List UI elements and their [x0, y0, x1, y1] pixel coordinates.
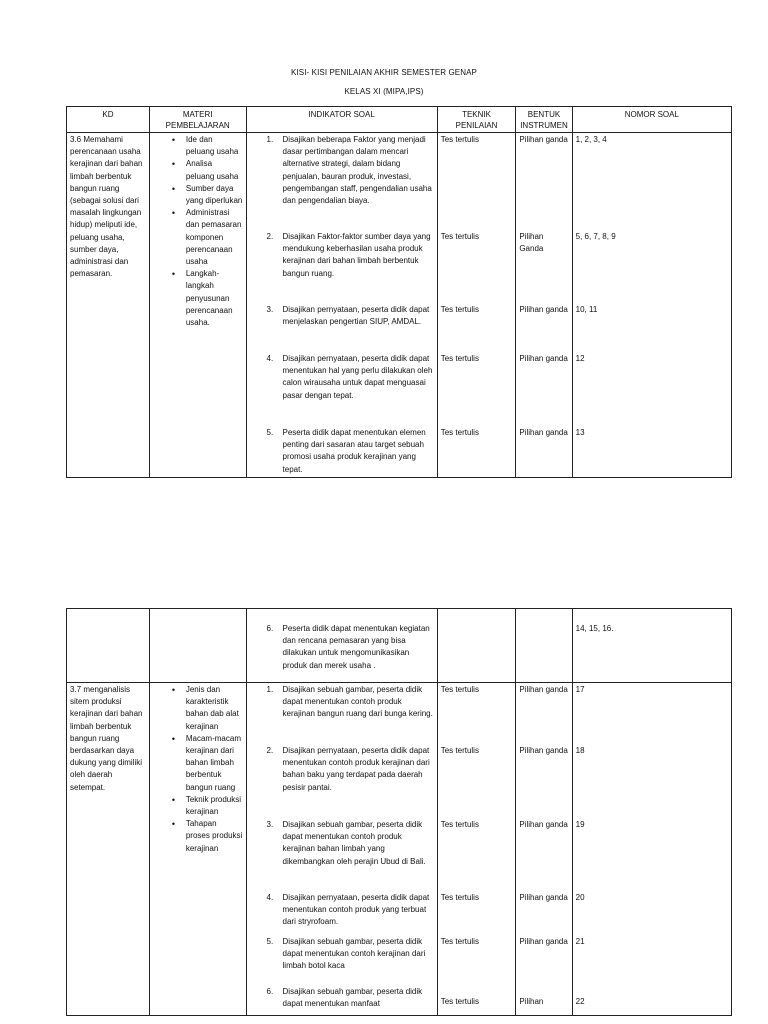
indikator-item	[250, 684, 434, 745]
list-item: • Tahapan proses produksi kerajinan	[186, 818, 243, 855]
bentuk-value: Pilihan ganda	[519, 428, 568, 437]
teknik-cell	[437, 683, 516, 1016]
nomor-cell	[572, 133, 731, 478]
list-item: • Sumber daya yang diperlukan	[186, 183, 243, 207]
bentuk-value: Pilihan ganda	[519, 820, 568, 829]
list-item: • Ide dan peluang usaha	[186, 134, 243, 158]
header-indikator: INDIKATOR SOAL	[246, 107, 437, 133]
nomor-value: 14, 15, 16.	[575, 624, 614, 633]
document-subtitle: KELAS XI (MIPA,IPS)	[344, 87, 424, 96]
item-number: 3.	[266, 305, 274, 314]
teknik-value: Tes tertulis	[440, 354, 479, 363]
document-title: KISI- KISI PENILAIAN AKHIR SEMESTER GENAP	[291, 68, 477, 77]
item-text: Disajikan sebuah gambar, peserta didik dapat menentukan contoh kerajinan dari limbah botol kaca	[282, 937, 426, 971]
teknik-value: Tes tertulis	[440, 997, 479, 1006]
materi-cell	[149, 609, 246, 683]
item-text: Disajikan sebuah gambar, peserta didik dapat menentukan contoh produk kerajinan bahan limbah yang dikembangkan oleh perajin Ubud di Bali.	[282, 820, 426, 866]
teknik-cell	[437, 133, 516, 478]
bentuk-value: Pilihan ganda	[519, 135, 568, 144]
nomor-value: 13	[575, 428, 585, 437]
materi-cell	[149, 133, 246, 478]
nomor-cell	[572, 683, 731, 1016]
teknik-value: Tes tertulis	[440, 893, 479, 902]
nomor-cell	[572, 609, 731, 683]
indikator-item	[250, 304, 434, 353]
indikator-item	[250, 936, 434, 986]
item-text: Disajikan pernyataan, peserta didik dapat menjelaskan pengertian SIUP, AMDAL.	[282, 305, 430, 327]
list-item: • Analisa peluang usaha	[186, 158, 243, 182]
nomor-value: 18	[575, 746, 585, 755]
materi-list	[153, 684, 243, 855]
indikator-cell	[246, 609, 437, 683]
header-kd: KD	[67, 107, 150, 133]
item-text: Disajikan beberapa Faktor yang menjadi dasar pertimbangan dalam mencari alternative strategi, dalam bidang penjualan, bauran produk, investasi, pengembangan staff, pengendalian usaha dan pengendalian biaya.	[282, 135, 432, 206]
item-number: 4.	[266, 354, 274, 363]
bentuk-value: Pilihan ganda	[519, 354, 568, 363]
teknik-value: Tes tertulis	[440, 305, 479, 314]
kd-cell: 3.6 Memahami perencanaan usaha kerajinan dari bahan limbah berbentuk bangun ruang (sebagai solusi dari masalah lingkungan hidup) meliputi ide, peluang usaha, sumber daya, administrasi dan pemasaran.	[67, 133, 150, 478]
item-number: 6.	[266, 624, 274, 633]
materi-list	[153, 134, 243, 329]
bentuk-value: Pilihan ganda	[519, 305, 568, 314]
teknik-value: Tes tertulis	[440, 937, 479, 946]
item-text: Disajikan sebuah gambar, peserta didik dapat menentukan contoh produk kerajinan bangun ruang dari bunga kering.	[282, 685, 433, 719]
kisi-kisi-table-2	[66, 608, 732, 1016]
item-text: Peserta didik dapat menentukan elemen penting dari sasaran atau target sebuah promosi usaha produk kerajinan yang tepat.	[282, 428, 426, 474]
nomor-value: 17	[575, 685, 585, 694]
bentuk-value: Pilihan ganda	[519, 937, 568, 946]
materi-cell	[149, 683, 246, 1016]
bentuk-value: Pilihan ganda	[519, 746, 568, 755]
nomor-value: 5, 6, 7, 8, 9	[575, 232, 616, 241]
bentuk-value: Pilihan ganda	[519, 893, 568, 902]
list-item: • Administrasi dan pemasaran komponen perencanaan usaha	[186, 207, 243, 268]
item-number: 4.	[266, 893, 274, 902]
nomor-value: 12	[575, 354, 585, 363]
indikator-item	[250, 427, 434, 476]
nomor-value: 1, 2, 3, 4	[575, 135, 607, 144]
nomor-value: 20	[575, 893, 585, 902]
bentuk-cell	[516, 609, 572, 683]
item-text: Disajikan pernyataan, peserta didik dapat menentukan contoh produk yang terbuat dari stryrofoam.	[282, 893, 430, 927]
indikator-item	[250, 231, 434, 304]
table-header-row	[67, 107, 732, 133]
teknik-cell	[437, 609, 516, 683]
item-number: 1.	[266, 685, 274, 694]
item-number: 6.	[266, 987, 274, 996]
indikator-cell	[246, 133, 437, 478]
teknik-value: Tes tertulis	[440, 746, 479, 755]
kd-cell	[67, 609, 150, 683]
nomor-value: 22	[575, 997, 585, 1006]
item-number: 2.	[266, 746, 274, 755]
nomor-value: 10, 11	[575, 305, 598, 314]
bentuk-value: Pilihan	[519, 997, 544, 1006]
teknik-value: Tes tertulis	[440, 135, 479, 144]
indikator-cell	[246, 683, 437, 1016]
item-number: 3.	[266, 820, 274, 829]
table-row	[67, 609, 732, 683]
list-item: • Macam-macam kerajinan dari bahan limbah berbentuk bangun ruang	[186, 733, 243, 794]
nomor-value: 21	[575, 937, 585, 946]
item-text: Disajikan pernyataan, peserta didik dapat menentukan hal yang perlu dilakukan oleh calon wirausaha untuk dapat menguasai pasar dengan tepat.	[282, 354, 433, 400]
header-bentuk: BENTUK INSTRUMEN	[516, 107, 572, 133]
teknik-value: Tes tertulis	[440, 685, 479, 694]
table-row	[67, 133, 732, 478]
list-item: • Teknik produksi kerajinan	[186, 794, 243, 818]
item-text: Disajikan Faktor-faktor sumber daya yang mendukung keberhasilan usaha produk kerajinan dari bahan limbah berbentuk bangun ruang.	[282, 232, 431, 278]
kisi-kisi-table-1	[66, 106, 732, 478]
teknik-value: Tes tertulis	[440, 232, 479, 241]
table-row	[67, 683, 732, 1016]
indikator-item	[250, 819, 434, 892]
bentuk-cell	[516, 133, 572, 478]
indikator-item	[250, 134, 434, 231]
indikator-item	[250, 623, 434, 672]
item-number: 2.	[266, 232, 274, 241]
teknik-value: Tes tertulis	[440, 820, 479, 829]
item-text: Disajikan pernyataan, peserta didik dapat menentukan contoh produk kerajinan dari bahan baku yang terdapat pada daerah pesisir pantai.	[282, 746, 430, 792]
header-teknik: TEKNIK PENILAIAN	[437, 107, 516, 133]
header-materi: MATERI PEMBELAJARAN	[149, 107, 246, 133]
item-number: 1.	[266, 135, 274, 144]
item-text: Disajikan sebuah gambar, peserta didik dapat menentukan manfaat	[282, 987, 423, 1009]
nomor-value: 19	[575, 820, 585, 829]
bentuk-value: Pilihan Ganda	[519, 232, 544, 254]
header-nomor: NOMOR SOAL	[572, 107, 731, 133]
kd-cell: 3.7 menganalisis sitem produksi kerajinan dari bahan limbah berbentuk bangun ruang berdasarkan daya dukung yang dimiliki oleh daerah setempat.	[67, 683, 150, 1016]
list-item: • Langkah-langkah penyusunan perencanaan usaha.	[186, 268, 243, 329]
bentuk-value: Pilihan ganda	[519, 685, 568, 694]
indikator-item	[250, 745, 434, 819]
indikator-item	[250, 892, 434, 936]
item-number: 5.	[266, 937, 274, 946]
teknik-value: Tes tertulis	[440, 428, 479, 437]
item-text: Peserta didik dapat menentukan kegiatan dan rencana pemasaran yang bisa dilakukan untuk mengomunikasikan produk dan merek usaha .	[282, 624, 430, 670]
bentuk-cell	[516, 683, 572, 1016]
list-item: • Jenis dan karakteristik bahan dab alat kerajinan	[186, 684, 243, 733]
item-number: 5.	[266, 428, 274, 437]
indikator-item	[250, 986, 434, 1010]
indikator-item	[250, 353, 434, 427]
